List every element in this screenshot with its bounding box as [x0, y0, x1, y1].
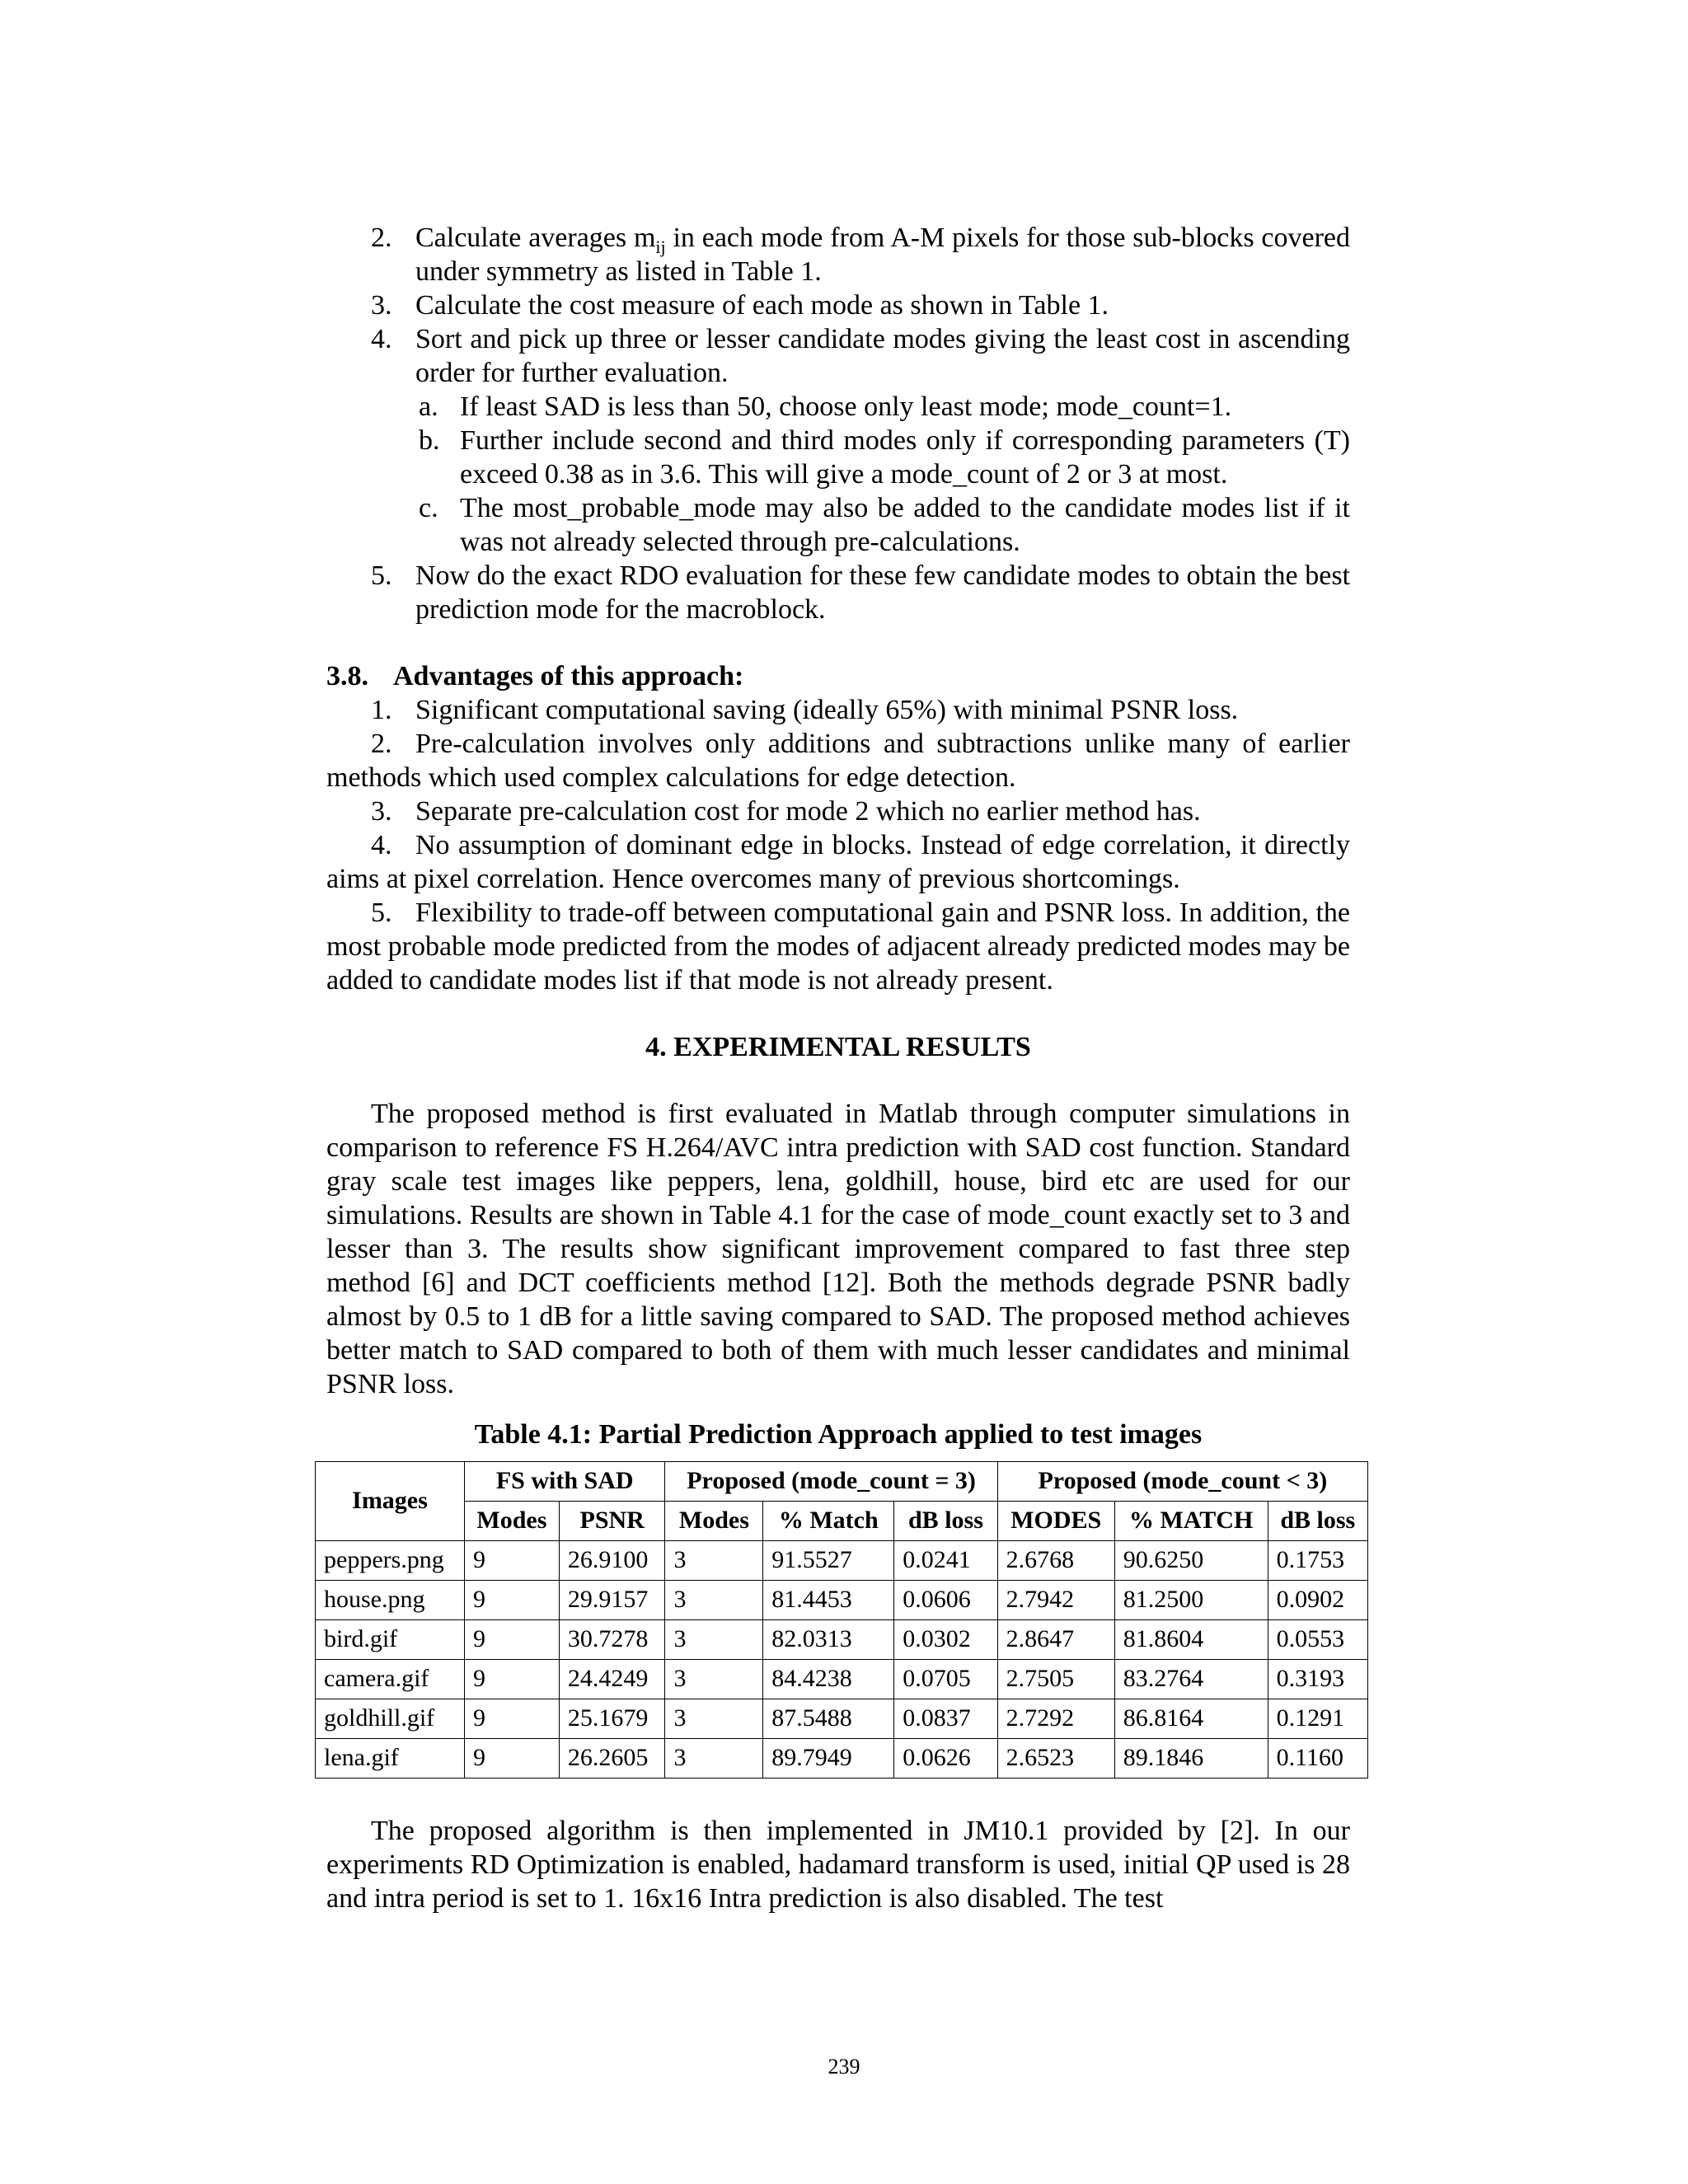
table-cell: 86.8164	[1114, 1699, 1268, 1739]
section-number: 3.8.	[326, 661, 368, 691]
advantage-item	[326, 896, 1350, 997]
paragraph: The proposed algorithm is then implemented in JM10.1 provided by [2]. In our experiments RD Optimization is enabled, hadamard transform is used, initial QP used is 28 and intra period is set to 1. 16x16 Intra prediction is also disabled. The test	[326, 1816, 1350, 1914]
image-name-cell: house.png	[316, 1581, 465, 1620]
table-cell: 0.1160	[1268, 1739, 1367, 1779]
section-heading-experimental: 4. EXPERIMENTAL RESULTS	[645, 1032, 1031, 1062]
table-cell: 9	[464, 1660, 559, 1699]
advantage-item	[326, 693, 1350, 727]
header-cell: dB loss	[1268, 1502, 1367, 1541]
header-cell: % MATCH	[1114, 1502, 1268, 1541]
advantage-number: 4.	[371, 830, 392, 860]
table-row	[316, 1541, 1368, 1581]
page-number: 239	[828, 2055, 860, 2079]
list-number: 5.	[371, 560, 392, 591]
table-row	[316, 1699, 1368, 1739]
image-name-cell: goldhill.gif	[316, 1699, 465, 1739]
list-text: Now do the exact RDO evaluation for these few candidate modes to obtain the best prediction mode for the macroblock.	[415, 560, 1350, 625]
sublist-letter: c.	[419, 493, 438, 523]
table-cell: 9	[464, 1541, 559, 1581]
sublist-item	[326, 390, 1350, 424]
list-text: Sort and pick up three or lesser candidate modes giving the least cost in ascending order for further evaluation.	[415, 324, 1350, 388]
advantage-number: 5.	[371, 898, 392, 928]
list-text: Calculate averages m	[415, 223, 656, 253]
table-cell: 30.7278	[559, 1620, 665, 1660]
list-item	[326, 322, 1350, 390]
table-cell: 0.0553	[1268, 1620, 1367, 1660]
list-number: 2.	[371, 223, 392, 253]
advantage-text: Flexibility to trade-off between computational gain and PSNR loss. In addition, the most probable mode predicted from the modes of adjacent already predicted modes may be added to candidate modes list if that mode is not already present.	[326, 898, 1350, 996]
table-cell: 9	[464, 1739, 559, 1779]
table-sub-header-row	[316, 1502, 1368, 1541]
page-body	[324, 221, 1356, 1915]
table-cell: 89.7949	[763, 1739, 894, 1779]
table-cell: 2.7942	[997, 1581, 1114, 1620]
table-cell: 29.9157	[559, 1581, 665, 1620]
table-cell: 81.8604	[1114, 1620, 1268, 1660]
sublist-text: Further include second and third modes only if corresponding parameters (T) exceed 0.38 as in 3.6. This will give a mode_count of 2 or 3 at most.	[460, 425, 1350, 490]
header-cell: MODES	[997, 1502, 1114, 1541]
table-cell: 3	[665, 1620, 763, 1660]
header-cell: dB loss	[894, 1502, 997, 1541]
table-row	[316, 1660, 1368, 1699]
list-text: Calculate the cost measure of each mode as shown in Table 1.	[415, 290, 1109, 321]
table-cell: 87.5488	[763, 1699, 894, 1739]
table-cell: 83.2764	[1114, 1660, 1268, 1699]
table-cell: 0.0606	[894, 1581, 997, 1620]
advantage-text: Separate pre-calculation cost for mode 2 which no earlier method has.	[415, 796, 1201, 827]
table-cell: 0.0837	[894, 1699, 997, 1739]
table-group-header-row	[316, 1462, 1368, 1502]
header-images: Images	[316, 1462, 465, 1541]
table-cell: 90.6250	[1114, 1541, 1268, 1581]
table-cell: 3	[665, 1739, 763, 1779]
advantage-item	[326, 828, 1350, 896]
table-wrapper	[324, 1461, 1356, 1781]
table-cell: 2.6523	[997, 1739, 1114, 1779]
sublist-text: If least SAD is less than 50, choose only least mode; mode_count=1.	[460, 391, 1232, 422]
list-item	[326, 221, 1350, 288]
image-name-cell: camera.gif	[316, 1660, 465, 1699]
table-cell: 3	[665, 1581, 763, 1620]
table-cell: 9	[464, 1581, 559, 1620]
list-item	[326, 288, 1350, 322]
image-name-cell: bird.gif	[316, 1620, 465, 1660]
advantage-text: No assumption of dominant edge in blocks. Instead of edge correlation, it directly aims at pixel correlation. Hence overcomes many of previous shortcomings.	[326, 830, 1350, 894]
table-cell: 89.1846	[1114, 1739, 1268, 1779]
table-row	[316, 1620, 1368, 1660]
table-cell: 3	[665, 1660, 763, 1699]
table-cell: 9	[464, 1620, 559, 1660]
table-cell: 3	[665, 1541, 763, 1581]
table-cell: 24.4249	[559, 1660, 665, 1699]
table-cell: 0.0705	[894, 1660, 997, 1699]
sublist-letter: b.	[419, 425, 440, 456]
table-cell: 0.0241	[894, 1541, 997, 1581]
table-cell: 81.4453	[763, 1581, 894, 1620]
advantage-number: 1.	[371, 695, 392, 725]
advantage-text: Pre-calculation involves only additions and subtractions unlike many of earlier methods which used complex calculations for edge detection.	[326, 729, 1350, 793]
table-cell: 0.0302	[894, 1620, 997, 1660]
table-row	[316, 1581, 1368, 1620]
sublist-item	[326, 424, 1350, 491]
table-cell: 0.1291	[1268, 1699, 1367, 1739]
results-table	[315, 1461, 1368, 1779]
table-cell: 0.0902	[1268, 1581, 1367, 1620]
header-cell: Modes	[665, 1502, 763, 1541]
image-name-cell: lena.gif	[316, 1739, 465, 1779]
advantage-number: 2.	[371, 729, 392, 759]
list-item	[326, 559, 1350, 626]
header-fs-sad: FS with SAD	[464, 1462, 665, 1502]
sublist-letter: a.	[419, 391, 438, 422]
section-title: Advantages of this approach:	[393, 661, 744, 691]
advantage-text: Significant computational saving (ideally 65%) with minimal PSNR loss.	[415, 695, 1239, 725]
advantage-item	[326, 794, 1350, 828]
table-cell: 0.0626	[894, 1739, 997, 1779]
table-cell: 84.4238	[763, 1660, 894, 1699]
table-caption: Table 4.1: Partial Prediction Approach applied to test images	[474, 1419, 1203, 1450]
sublist-text: The most_probable_mode may also be added to the candidate modes list if it was not already selected through pre-calculations.	[460, 493, 1350, 557]
subscript: ij	[655, 236, 666, 257]
table-cell: 91.5527	[763, 1541, 894, 1581]
table-cell: 26.9100	[559, 1541, 665, 1581]
image-name-cell: peppers.png	[316, 1541, 465, 1581]
list-number: 3.	[371, 290, 392, 321]
paragraph: The proposed method is first evaluated in Matlab through computer simulations in comparison to reference FS H.264/AVC intra prediction with SAD cost function. Standard gray scale test images like peppers, lena, goldhill, house, bird etc are used for our simulations. Results are shown in Table 4.1 for the case of mode_count exactly set to 3 and lesser than 3. The results show significant improvement compared to fast three step method [6] and DCT coefficients method [12]. Both the methods degrade PSNR badly almost by 0.5 to 1 dB for a little saving compared to SAD. The proposed method achieves better match to SAD compared to both of them with much lesser candidates and minimal PSNR loss.	[326, 1099, 1350, 1399]
table-cell: 2.6768	[997, 1541, 1114, 1581]
header-cell: % Match	[763, 1502, 894, 1541]
section-heading	[326, 659, 1350, 693]
table-cell: 82.0313	[763, 1620, 894, 1660]
table-cell: 25.1679	[559, 1699, 665, 1739]
list-number: 4.	[371, 324, 392, 354]
header-proposed-eq3: Proposed (mode_count = 3)	[665, 1462, 997, 1502]
list-text: in each mode from A-M pixels for those sub-blocks covered under symmetry as listed in Table 1.	[415, 223, 1351, 287]
table-cell: 3	[665, 1699, 763, 1739]
sublist-item	[326, 491, 1350, 559]
table-cell: 0.3193	[1268, 1660, 1367, 1699]
table-row	[316, 1739, 1368, 1779]
header-cell: PSNR	[559, 1502, 665, 1541]
table-cell: 9	[464, 1699, 559, 1739]
table-cell: 2.7505	[997, 1660, 1114, 1699]
table-cell: 2.7292	[997, 1699, 1114, 1739]
header-proposed-lt3: Proposed (mode_count < 3)	[997, 1462, 1367, 1502]
header-cell: Modes	[464, 1502, 559, 1541]
advantage-item	[326, 727, 1350, 794]
table-cell: 0.1753	[1268, 1541, 1367, 1581]
table-cell: 26.2605	[559, 1739, 665, 1779]
advantage-number: 3.	[371, 796, 392, 827]
table-cell: 2.8647	[997, 1620, 1114, 1660]
table-cell: 81.2500	[1114, 1581, 1268, 1620]
